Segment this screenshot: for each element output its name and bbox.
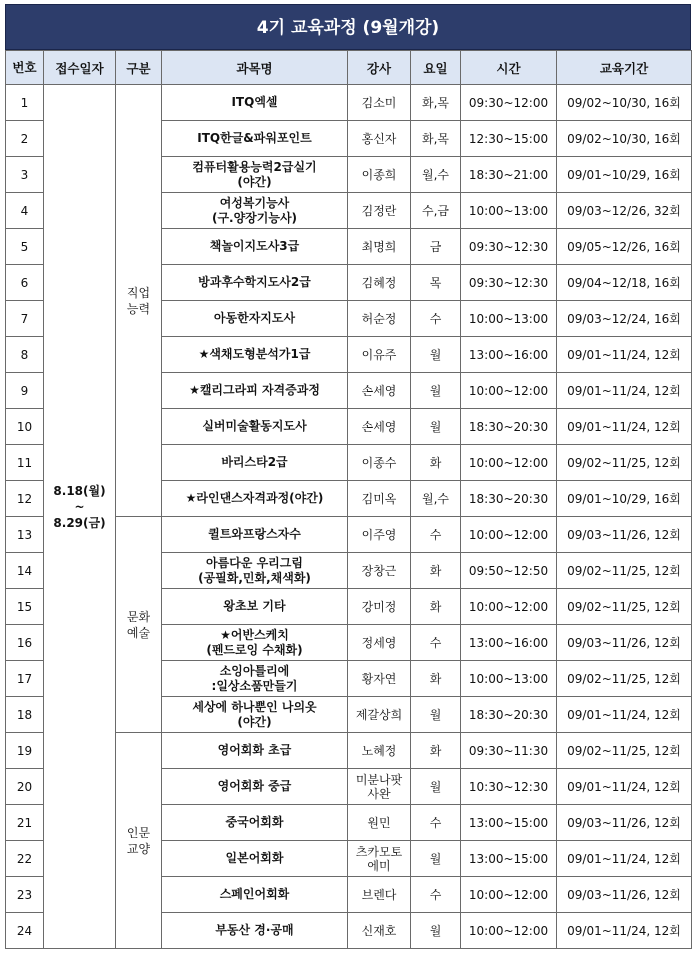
class-days: 월 — [411, 841, 461, 877]
class-term: 09/02~10/30, 16회 — [557, 85, 692, 121]
class-days: 수,금 — [411, 193, 461, 229]
teacher-name: 츠카모토 에미 — [348, 841, 411, 877]
course-name: 소잉아틀리에 :일상소품만들기 — [162, 661, 348, 697]
teacher-name: 이종수 — [348, 445, 411, 481]
class-days: 화 — [411, 661, 461, 697]
row-number: 20 — [6, 769, 44, 805]
class-term: 09/05~12/26, 16회 — [557, 229, 692, 265]
class-term: 09/01~10/29, 16회 — [557, 157, 692, 193]
class-days: 수 — [411, 517, 461, 553]
class-term: 09/02~11/25, 12회 — [557, 553, 692, 589]
class-days: 월 — [411, 337, 461, 373]
class-days: 화 — [411, 589, 461, 625]
class-term: 09/01~11/24, 12회 — [557, 697, 692, 733]
class-time: 18:30~21:00 — [461, 157, 557, 193]
class-time: 10:00~12:00 — [461, 913, 557, 949]
class-days: 월 — [411, 409, 461, 445]
row-number: 19 — [6, 733, 44, 769]
course-name: 여성복기능사 (구.양장기능사) — [162, 193, 348, 229]
class-time: 09:30~12:30 — [461, 265, 557, 301]
class-days: 월 — [411, 697, 461, 733]
class-days: 월 — [411, 373, 461, 409]
course-name: ★색채도형분석가1급 — [162, 337, 348, 373]
class-time: 10:00~13:00 — [461, 661, 557, 697]
row-number: 15 — [6, 589, 44, 625]
row-number: 18 — [6, 697, 44, 733]
header-term: 교육기간 — [557, 51, 692, 85]
course-name: 퀼트와프랑스자수 — [162, 517, 348, 553]
class-term: 09/03~11/26, 12회 — [557, 805, 692, 841]
row-number: 10 — [6, 409, 44, 445]
header-category: 구분 — [116, 51, 162, 85]
class-days: 월 — [411, 769, 461, 805]
course-name: 바리스타2급 — [162, 445, 348, 481]
header-course: 과목명 — [162, 51, 348, 85]
header-time: 시간 — [461, 51, 557, 85]
row-number: 24 — [6, 913, 44, 949]
class-term: 09/03~11/26, 12회 — [557, 877, 692, 913]
row-number: 7 — [6, 301, 44, 337]
row-number: 5 — [6, 229, 44, 265]
class-time: 10:00~12:00 — [461, 589, 557, 625]
class-time: 10:00~12:00 — [461, 517, 557, 553]
course-name: ★라인댄스자격과정(야간) — [162, 481, 348, 517]
class-time: 10:00~12:00 — [461, 877, 557, 913]
teacher-name: 제갈상희 — [348, 697, 411, 733]
class-time: 13:00~16:00 — [461, 625, 557, 661]
row-number: 14 — [6, 553, 44, 589]
teacher-name: 브렌다 — [348, 877, 411, 913]
course-name: 아동한자지도사 — [162, 301, 348, 337]
class-term: 09/01~11/24, 12회 — [557, 337, 692, 373]
teacher-name: 원민 — [348, 805, 411, 841]
class-days: 수 — [411, 301, 461, 337]
teacher-name: 홍신자 — [348, 121, 411, 157]
course-name: 컴퓨터활용능력2급실기 (야간) — [162, 157, 348, 193]
course-name: 중국어회화 — [162, 805, 348, 841]
category-label: 직업 능력 — [116, 85, 162, 517]
row-number: 23 — [6, 877, 44, 913]
teacher-name: 손세영 — [348, 373, 411, 409]
class-time: 10:00~13:00 — [461, 193, 557, 229]
class-term: 09/03~11/26, 12회 — [557, 517, 692, 553]
class-days: 월 — [411, 913, 461, 949]
row-number: 16 — [6, 625, 44, 661]
page-title: 4기 교육과정 (9월개강) — [5, 4, 691, 50]
class-term: 09/01~10/29, 16회 — [557, 481, 692, 517]
class-term: 09/03~12/24, 16회 — [557, 301, 692, 337]
teacher-name: 김혜정 — [348, 265, 411, 301]
table-header-row — [6, 51, 692, 85]
course-name: ITQ한글&파워포인트 — [162, 121, 348, 157]
teacher-name: 황자연 — [348, 661, 411, 697]
row-number: 21 — [6, 805, 44, 841]
category-label: 문화 예술 — [116, 517, 162, 733]
row-number: 12 — [6, 481, 44, 517]
class-term: 09/01~11/24, 12회 — [557, 373, 692, 409]
row-number: 6 — [6, 265, 44, 301]
class-days: 금 — [411, 229, 461, 265]
course-name: ★어반스케치 (펜드로잉 수채화) — [162, 625, 348, 661]
class-term: 09/01~11/24, 12회 — [557, 409, 692, 445]
course-name: ITQ엑셀 — [162, 85, 348, 121]
registration-tilde: ~ — [74, 500, 85, 514]
course-schedule — [5, 4, 691, 949]
registration-end: 8.29(금) — [53, 516, 106, 530]
teacher-name: 이종희 — [348, 157, 411, 193]
class-days: 목 — [411, 265, 461, 301]
registration-start: 8.18(월) — [53, 484, 106, 498]
table-row — [6, 85, 692, 121]
class-term: 09/02~10/30, 16회 — [557, 121, 692, 157]
teacher-name: 김정란 — [348, 193, 411, 229]
class-time: 13:00~16:00 — [461, 337, 557, 373]
course-name: 실버미술활동지도사 — [162, 409, 348, 445]
teacher-name: 최명희 — [348, 229, 411, 265]
row-number: 2 — [6, 121, 44, 157]
class-time: 12:30~15:00 — [461, 121, 557, 157]
row-number: 9 — [6, 373, 44, 409]
row-number: 4 — [6, 193, 44, 229]
row-number: 3 — [6, 157, 44, 193]
class-term: 09/03~11/26, 12회 — [557, 625, 692, 661]
class-days: 월,수 — [411, 481, 461, 517]
row-number: 1 — [6, 85, 44, 121]
course-table — [5, 50, 692, 949]
course-name: 왕초보 기타 — [162, 589, 348, 625]
teacher-name: 노혜정 — [348, 733, 411, 769]
teacher-name: 미분나팟 사완 — [348, 769, 411, 805]
header-number: 번호 — [6, 51, 44, 85]
course-name: 부동산 경·공매 — [162, 913, 348, 949]
registration-period — [44, 85, 116, 949]
class-time: 09:30~11:30 — [461, 733, 557, 769]
course-name: 스페인어회화 — [162, 877, 348, 913]
class-term: 09/02~11/25, 12회 — [557, 661, 692, 697]
course-name: 영어회화 중급 — [162, 769, 348, 805]
course-name: 영어회화 초급 — [162, 733, 348, 769]
class-term: 09/04~12/18, 16회 — [557, 265, 692, 301]
class-time: 10:00~13:00 — [461, 301, 557, 337]
class-days: 수 — [411, 625, 461, 661]
class-time: 13:00~15:00 — [461, 841, 557, 877]
teacher-name: 손세영 — [348, 409, 411, 445]
course-name: ★캘리그라피 자격증과정 — [162, 373, 348, 409]
table-body — [6, 85, 692, 949]
course-name: 책놀이지도사3급 — [162, 229, 348, 265]
class-term: 09/01~11/24, 12회 — [557, 769, 692, 805]
class-term: 09/02~11/25, 12회 — [557, 589, 692, 625]
row-number: 17 — [6, 661, 44, 697]
teacher-name: 김미옥 — [348, 481, 411, 517]
class-days: 화 — [411, 445, 461, 481]
category-label: 인문 교양 — [116, 733, 162, 949]
course-name: 방과후수학지도사2급 — [162, 265, 348, 301]
class-days: 수 — [411, 877, 461, 913]
class-term: 09/03~12/26, 32회 — [557, 193, 692, 229]
class-days: 수 — [411, 805, 461, 841]
teacher-name: 장창근 — [348, 553, 411, 589]
teacher-name: 김소미 — [348, 85, 411, 121]
class-time: 18:30~20:30 — [461, 697, 557, 733]
class-days: 화,목 — [411, 85, 461, 121]
class-time: 09:30~12:00 — [461, 85, 557, 121]
course-name: 아름다운 우리그림 (공필화,민화,채색화) — [162, 553, 348, 589]
class-term: 09/01~11/24, 12회 — [557, 913, 692, 949]
teacher-name: 강미정 — [348, 589, 411, 625]
class-time: 18:30~20:30 — [461, 409, 557, 445]
class-days: 화 — [411, 553, 461, 589]
class-term: 09/02~11/25, 12회 — [557, 445, 692, 481]
teacher-name: 정세영 — [348, 625, 411, 661]
class-time: 10:30~12:30 — [461, 769, 557, 805]
course-name: 세상에 하나뿐인 나의옷 (야간) — [162, 697, 348, 733]
row-number: 13 — [6, 517, 44, 553]
teacher-name: 허순정 — [348, 301, 411, 337]
row-number: 8 — [6, 337, 44, 373]
teacher-name: 이주영 — [348, 517, 411, 553]
class-time: 10:00~12:00 — [461, 373, 557, 409]
row-number: 11 — [6, 445, 44, 481]
class-time: 10:00~12:00 — [461, 445, 557, 481]
class-term: 09/02~11/25, 12회 — [557, 733, 692, 769]
class-time: 13:00~15:00 — [461, 805, 557, 841]
class-days: 월,수 — [411, 157, 461, 193]
class-time: 18:30~20:30 — [461, 481, 557, 517]
header-registration: 접수일자 — [44, 51, 116, 85]
teacher-name: 이유주 — [348, 337, 411, 373]
class-term: 09/01~11/24, 12회 — [557, 841, 692, 877]
class-days: 화 — [411, 733, 461, 769]
header-teacher: 강사 — [348, 51, 411, 85]
course-name: 일본어회화 — [162, 841, 348, 877]
header-days: 요일 — [411, 51, 461, 85]
class-time: 09:30~12:30 — [461, 229, 557, 265]
class-time: 09:50~12:50 — [461, 553, 557, 589]
class-days: 화,목 — [411, 121, 461, 157]
row-number: 22 — [6, 841, 44, 877]
teacher-name: 신재호 — [348, 913, 411, 949]
